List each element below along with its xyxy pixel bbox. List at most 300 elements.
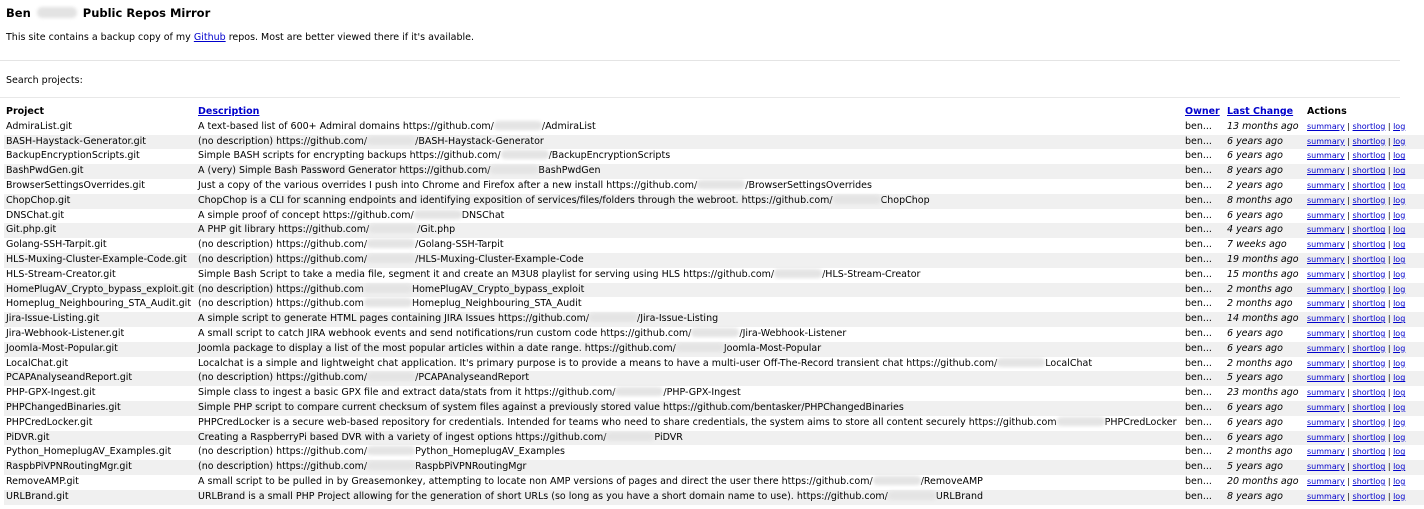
owner: ben... [1185, 120, 1212, 132]
projects-table [4, 105, 1424, 505]
shortlog-link[interactable]: shortlog [1352, 462, 1386, 472]
project-description [196, 223, 1183, 238]
project-name[interactable]: AdmiraList.git [6, 120, 73, 132]
description-repo-path: PHPCredLocker [1104, 416, 1177, 428]
last-change: 8 years ago [1225, 164, 1305, 179]
separator: | [1344, 269, 1353, 279]
project-name[interactable]: DNSChat.git [6, 209, 65, 221]
log-link[interactable]: log [1393, 328, 1406, 338]
separator: | [1385, 225, 1394, 235]
separator: | [1385, 491, 1394, 501]
description-text: Simple class to ingest a basic GPX file and extract data/stats from it https://github.com/ [198, 387, 616, 399]
description-text: Simple BASH scripts for encrypting backups https://github.com/ [198, 150, 501, 162]
owner: ben... [1183, 253, 1225, 268]
description-text: A small script to be pulled in by Greasemonkey, attempting to locate non AMP versions of pages and direct the user there https://github.com/ [198, 475, 873, 487]
separator: | [1344, 225, 1353, 235]
redacted-username [501, 150, 549, 159]
shortlog-link[interactable]: shortlog [1352, 432, 1386, 442]
separator: | [1344, 462, 1353, 472]
project-name[interactable]: PCAPAnalyseandReport.git [4, 371, 196, 386]
shortlog-link[interactable]: shortlog [1352, 447, 1386, 457]
separator: | [1344, 417, 1353, 427]
log-link[interactable]: log [1393, 240, 1406, 250]
description-repo-path: ChopChop [880, 194, 930, 206]
page-title [6, 6, 210, 20]
project-name[interactable]: ChopChop.git [4, 194, 196, 209]
row-actions [1305, 135, 1424, 150]
project-description [196, 416, 1183, 431]
project-name[interactable]: LocalChat.git [6, 357, 69, 369]
table-row[interactable] [4, 253, 1424, 268]
log-link[interactable]: log [1393, 388, 1406, 398]
owner: ben... [1183, 490, 1225, 505]
redacted-username [873, 476, 921, 485]
table-row[interactable] [4, 194, 1424, 209]
owner: ben... [1183, 460, 1225, 475]
title-suffix: Public Repos Mirror [82, 6, 211, 20]
summary-link[interactable]: summary [1307, 136, 1345, 146]
log-link[interactable]: log [1393, 462, 1406, 472]
table-row[interactable] [4, 490, 1424, 505]
redacted-username [414, 210, 462, 219]
row-actions [1305, 238, 1424, 253]
owner: ben... [1183, 194, 1225, 209]
owner: ben... [1183, 223, 1225, 238]
redacted-username [364, 284, 412, 293]
project-description [196, 149, 1183, 164]
description-text: Just a copy of the various overrides I push into Chrome and Firefox after a new install https://github.com/ [198, 179, 698, 191]
summary-link[interactable]: summary [1307, 254, 1345, 264]
description-repo-path: LocalChat [1045, 357, 1093, 369]
separator: | [1385, 402, 1394, 412]
separator: | [1344, 402, 1353, 412]
description-text: PHPCredLocker is a secure web-based repository for credentials. Intended for teams who need to share credentials, the system aims to store all content securely https://github.com [198, 416, 1057, 428]
owner: ben... [1183, 164, 1225, 179]
log-link[interactable]: log [1393, 225, 1406, 235]
description-repo-path: /Jira-Issue-Listing [637, 313, 719, 325]
project-description [196, 194, 1183, 209]
separator: | [1344, 240, 1353, 250]
header-last-change [1225, 105, 1305, 120]
separator: | [1385, 358, 1394, 368]
table-row[interactable] [4, 149, 1424, 164]
project-name[interactable]: PHPCredLocker.git [6, 416, 93, 428]
separator: | [1385, 240, 1394, 250]
description-repo-path: /PCAPAnalyseandReport [415, 372, 530, 384]
description-text: (no description) https://github.com [198, 283, 364, 295]
table-row[interactable] [4, 342, 1424, 357]
table-header-row [4, 105, 1424, 120]
project-description [196, 120, 1183, 135]
log-link[interactable]: log [1393, 284, 1406, 294]
separator: | [1385, 314, 1394, 324]
table-row[interactable] [4, 357, 1424, 372]
project-name[interactable]: Jira-Issue-Listing.git [4, 312, 196, 327]
shortlog-link[interactable]: shortlog [1352, 136, 1386, 146]
row-actions [1305, 179, 1424, 194]
row-actions [1305, 253, 1424, 268]
redacted-username [774, 269, 822, 278]
project-name[interactable]: Joomla-Most-Popular.git [4, 342, 196, 357]
last-change: 5 years ago [1225, 460, 1305, 475]
table-row[interactable] [4, 416, 1424, 431]
title-prefix: Ben [6, 6, 31, 20]
log-link[interactable]: log [1393, 373, 1406, 383]
shortlog-link[interactable]: shortlog [1352, 491, 1386, 501]
project-description [196, 445, 1183, 460]
project-name[interactable]: PHPChangedBinaries.git [4, 401, 196, 416]
description-text: Simple PHP script to compare current checksum of system files against a previously stored value https://github.com/bentasker/PHPChangedBinaries [198, 401, 904, 413]
shortlog-link[interactable]: shortlog [1352, 417, 1386, 427]
row-actions [1305, 327, 1424, 342]
row-actions [1305, 209, 1424, 224]
project-description [196, 490, 1183, 505]
summary-link[interactable]: summary [1307, 151, 1345, 161]
last-change: 6 years ago [1227, 327, 1283, 339]
summary-link[interactable]: summary [1307, 388, 1345, 398]
description-repo-path: /BASH-Haystack-Generator [415, 135, 544, 147]
description-repo-path: /HLS-Stream-Creator [822, 268, 921, 280]
redacted-username [606, 432, 654, 441]
project-description [196, 357, 1183, 372]
separator: | [1344, 121, 1353, 131]
shortlog-link[interactable]: shortlog [1352, 343, 1386, 353]
header-project: Project [6, 106, 45, 117]
owner: ben... [1185, 416, 1212, 428]
description-repo-path: /BackupEncryptionScripts [548, 150, 671, 162]
table-row[interactable] [4, 386, 1424, 401]
last-change: 2 months ago [1227, 357, 1293, 369]
summary-link[interactable]: summary [1307, 121, 1345, 131]
log-link[interactable]: log [1393, 195, 1406, 205]
last-change: 6 years ago [1225, 401, 1305, 416]
row-actions [1305, 342, 1424, 357]
project-description [196, 135, 1183, 150]
table-row[interactable] [4, 209, 1424, 224]
row-actions [1305, 149, 1424, 164]
separator: | [1385, 166, 1394, 176]
log-link[interactable]: log [1393, 358, 1406, 368]
description-repo-path: RaspbPiVPNRoutingMgr [415, 461, 527, 473]
last-change: 23 months ago [1227, 387, 1299, 399]
log-link[interactable]: log [1393, 402, 1406, 412]
project-description [196, 342, 1183, 357]
project-name[interactable]: Jira-Webhook-Listener.git [6, 327, 125, 339]
separator: | [1385, 328, 1394, 338]
shortlog-link[interactable]: shortlog [1352, 373, 1386, 383]
separator: | [1344, 195, 1353, 205]
project-name[interactable]: BashPwdGen.git [4, 164, 196, 179]
project-description [196, 209, 1183, 224]
summary-link[interactable]: summary [1307, 476, 1345, 486]
sort-owner-link[interactable]: Owner [1185, 106, 1220, 117]
summary-link[interactable]: summary [1307, 180, 1345, 190]
table-row[interactable] [4, 312, 1424, 327]
redacted-username [364, 298, 412, 307]
shortlog-link[interactable]: shortlog [1352, 328, 1386, 338]
summary-link[interactable]: summary [1307, 343, 1345, 353]
header-actions: Actions [1307, 106, 1347, 117]
project-name[interactable]: RaspbPiVPNRoutingMgr.git [4, 460, 196, 475]
redacted-username [833, 195, 881, 204]
shortlog-link[interactable]: shortlog [1352, 254, 1386, 264]
project-name[interactable]: Homeplug_Neighbouring_STA_Audit.git [6, 298, 192, 310]
log-link[interactable]: log [1393, 210, 1406, 220]
separator: | [1344, 314, 1353, 324]
summary-link[interactable]: summary [1307, 328, 1345, 338]
table-row[interactable] [4, 371, 1424, 386]
project-name[interactable]: Golang-SSH-Tarpit.git [6, 239, 107, 251]
redacted-name [37, 7, 77, 18]
shortlog-link[interactable]: shortlog [1352, 121, 1386, 131]
owner: ben... [1185, 446, 1212, 458]
separator: | [1385, 210, 1394, 220]
separator: | [1385, 284, 1394, 294]
summary-link[interactable]: summary [1307, 417, 1345, 427]
project-description [196, 253, 1183, 268]
shortlog-link[interactable]: shortlog [1352, 180, 1386, 190]
table-row[interactable] [4, 268, 1424, 283]
table-row[interactable] [4, 120, 1424, 135]
separator: | [1385, 432, 1394, 442]
shortlog-link[interactable]: shortlog [1352, 388, 1386, 398]
row-actions [1305, 268, 1424, 283]
summary-link[interactable]: summary [1307, 491, 1345, 501]
github-link[interactable]: Github [193, 32, 226, 43]
row-actions [1305, 475, 1424, 490]
table-row[interactable] [4, 179, 1424, 194]
project-name[interactable]: HLS-Stream-Creator.git [6, 268, 116, 280]
redacted-username [490, 165, 538, 174]
summary-link[interactable]: summary [1307, 166, 1345, 176]
last-change: 6 years ago [1227, 150, 1283, 162]
shortlog-link[interactable]: shortlog [1352, 284, 1386, 294]
owner: ben... [1183, 283, 1225, 298]
table-row[interactable] [4, 327, 1424, 342]
shortlog-link[interactable]: shortlog [1352, 314, 1386, 324]
table-row[interactable] [4, 431, 1424, 446]
search-label: Search projects: [6, 75, 83, 86]
row-actions [1305, 371, 1424, 386]
summary-link[interactable]: summary [1307, 225, 1345, 235]
log-link[interactable]: log [1393, 447, 1406, 457]
summary-link[interactable]: summary [1307, 402, 1345, 412]
summary-link[interactable]: summary [1307, 195, 1345, 205]
log-link[interactable]: log [1393, 254, 1406, 264]
table-row[interactable] [4, 475, 1424, 490]
sort-last-change-link[interactable]: Last Change [1227, 106, 1294, 117]
description-repo-path: DNSChat [461, 209, 505, 221]
last-change: 14 months ago [1225, 312, 1305, 327]
owner: ben... [1183, 342, 1225, 357]
description-text: URLBrand is a small PHP Project allowing for the generation of short URLs (so long as you have a short domain name to use). https://github.com/ [198, 490, 888, 502]
project-description [196, 164, 1183, 179]
shortlog-link[interactable]: shortlog [1352, 166, 1386, 176]
project-name[interactable]: PiDVR.git [4, 431, 196, 446]
shortlog-link[interactable]: shortlog [1352, 476, 1386, 486]
owner: ben... [1185, 179, 1212, 191]
description-text: A (very) Simple Bash Password Generator https://github.com/ [198, 165, 491, 177]
separator: | [1344, 136, 1353, 146]
redacted-username [691, 328, 739, 337]
description-text: A simple script to generate HTML pages containing JIRA Issues https://github.com/ [198, 313, 590, 325]
last-change: 8 months ago [1225, 194, 1305, 209]
last-change: 6 years ago [1227, 416, 1283, 428]
log-link[interactable]: log [1393, 136, 1406, 146]
project-description [196, 386, 1183, 401]
redacted-username [589, 313, 637, 322]
intro-after: repos. Most are better viewed there if it's available. [228, 32, 475, 43]
description-repo-path: BashPwdGen [538, 165, 601, 177]
separator: | [1385, 136, 1394, 146]
sort-description-link[interactable]: Description [198, 106, 260, 117]
project-name[interactable]: BackupEncryptionScripts.git [6, 150, 140, 162]
summary-link[interactable]: summary [1307, 284, 1345, 294]
log-link[interactable]: log [1393, 417, 1406, 427]
separator: | [1385, 476, 1394, 486]
log-link[interactable]: log [1393, 476, 1406, 486]
last-change: 7 weeks ago [1227, 239, 1287, 251]
shortlog-link[interactable]: shortlog [1352, 225, 1386, 235]
separator: | [1344, 358, 1353, 368]
shortlog-link[interactable]: shortlog [1352, 299, 1386, 309]
redacted-username [369, 224, 417, 233]
table-row[interactable] [4, 401, 1424, 416]
last-change: 6 years ago [1227, 209, 1283, 221]
summary-link[interactable]: summary [1307, 447, 1345, 457]
project-name[interactable]: URLBrand.git [4, 490, 196, 505]
shortlog-link[interactable]: shortlog [1352, 151, 1386, 161]
description-repo-path: /Git.php [417, 224, 456, 236]
separator: | [1385, 343, 1394, 353]
description-text: (no description) https://github.com/ [198, 372, 368, 384]
last-change: 4 years ago [1225, 223, 1305, 238]
log-link[interactable]: log [1393, 151, 1406, 161]
shortlog-link[interactable]: shortlog [1352, 195, 1386, 205]
separator: | [1344, 447, 1353, 457]
last-change: 6 years ago [1225, 135, 1305, 150]
log-link[interactable]: log [1393, 269, 1406, 279]
description-text: (no description) https://github.com/ [198, 461, 368, 473]
project-name[interactable]: BrowserSettingsOverrides.git [6, 179, 145, 191]
redacted-username [888, 491, 936, 500]
last-change: 5 years ago [1225, 371, 1305, 386]
summary-link[interactable]: summary [1307, 373, 1345, 383]
separator: | [1344, 432, 1353, 442]
summary-link[interactable]: summary [1307, 432, 1345, 442]
owner: ben... [1185, 209, 1212, 221]
project-name[interactable]: HLS-Muxing-Cluster-Example-Code.git [4, 253, 196, 268]
project-description [196, 179, 1183, 194]
description-repo-path: /RemoveAMP [920, 475, 983, 487]
owner: ben... [1183, 401, 1225, 416]
log-link[interactable]: log [1393, 299, 1406, 309]
divider [0, 60, 1400, 61]
log-link[interactable]: log [1393, 180, 1406, 190]
row-actions [1305, 386, 1424, 401]
table-row[interactable] [4, 297, 1424, 312]
project-name[interactable]: BASH-Haystack-Generator.git [4, 135, 196, 150]
log-link[interactable]: log [1393, 491, 1406, 501]
row-actions [1305, 297, 1424, 312]
owner: ben... [1185, 268, 1212, 280]
description-text: Localchat is a simple and lightweight chat application. It's primary purpose is to provide a means to have a multi-user Off-The-Record transient chat https://github.com/ [198, 357, 998, 369]
table-row[interactable] [4, 283, 1424, 298]
log-link[interactable]: log [1393, 343, 1406, 353]
description-repo-path: Python_HomeplugAV_Examples [415, 446, 565, 458]
log-link[interactable]: log [1393, 166, 1406, 176]
project-description [196, 312, 1183, 327]
summary-link[interactable]: summary [1307, 462, 1345, 472]
project-name[interactable]: Python_HomeplugAV_Examples.git [6, 446, 172, 458]
separator: | [1385, 254, 1394, 264]
redacted-username [997, 358, 1045, 367]
summary-link[interactable]: summary [1307, 269, 1345, 279]
summary-link[interactable]: summary [1307, 240, 1345, 250]
description-repo-path: /AdmiraList [541, 120, 596, 132]
separator: | [1344, 299, 1353, 309]
separator: | [1385, 151, 1394, 161]
separator: | [1344, 166, 1353, 176]
description-text: A text-based list of 600+ Admiral domains https://github.com/ [198, 120, 494, 132]
table-row[interactable] [4, 460, 1424, 475]
project-description [196, 327, 1183, 342]
description-text: Creating a RaspberryPi based DVR with a variety of ingest options https://github.com/ [198, 431, 607, 443]
summary-link[interactable]: summary [1307, 299, 1345, 309]
shortlog-link[interactable]: shortlog [1352, 210, 1386, 220]
description-text: (no description) https://github.com/ [198, 446, 368, 458]
separator: | [1344, 491, 1353, 501]
project-name[interactable]: HomePlugAV_Crypto_bypass_exploit.git [4, 283, 196, 298]
table-row[interactable] [4, 223, 1424, 238]
log-link[interactable]: log [1393, 432, 1406, 442]
summary-link[interactable]: summary [1307, 358, 1345, 368]
project-name[interactable]: PHP-GPX-Ingest.git [6, 387, 96, 399]
redacted-username [367, 461, 415, 470]
redacted-username [615, 387, 663, 396]
last-change: 2 months ago [1227, 446, 1293, 458]
project-name[interactable]: Git.php.git [4, 223, 196, 238]
separator: | [1344, 343, 1353, 353]
table-row[interactable] [4, 445, 1424, 460]
separator: | [1344, 284, 1353, 294]
summary-link[interactable]: summary [1307, 314, 1345, 324]
redacted-username [367, 446, 415, 455]
table-row[interactable] [4, 238, 1424, 253]
table-row[interactable] [4, 135, 1424, 150]
shortlog-link[interactable]: shortlog [1352, 402, 1386, 412]
summary-link[interactable]: summary [1307, 210, 1345, 220]
redacted-username [1057, 417, 1105, 426]
separator: | [1385, 447, 1394, 457]
redacted-username [676, 343, 724, 352]
description-repo-path: /PHP-GPX-Ingest [663, 387, 741, 399]
log-link[interactable]: log [1393, 121, 1406, 131]
description-repo-path: /Jira-Webhook-Listener [739, 327, 847, 339]
project-name[interactable]: RemoveAMP.git [6, 475, 79, 487]
owner: ben... [1183, 371, 1225, 386]
owner: ben... [1185, 327, 1212, 339]
description-text: ChopChop is a CLI for scanning endpoints and identifying exposition of services/files/folders through the webroot. https://github.com/ [198, 194, 833, 206]
separator: | [1344, 388, 1353, 398]
row-actions [1305, 490, 1424, 505]
shortlog-link[interactable]: shortlog [1352, 269, 1386, 279]
shortlog-link[interactable]: shortlog [1352, 240, 1386, 250]
table-row[interactable] [4, 164, 1424, 179]
shortlog-link[interactable]: shortlog [1352, 358, 1386, 368]
log-link[interactable]: log [1393, 314, 1406, 324]
last-change: 2 months ago [1227, 298, 1293, 310]
